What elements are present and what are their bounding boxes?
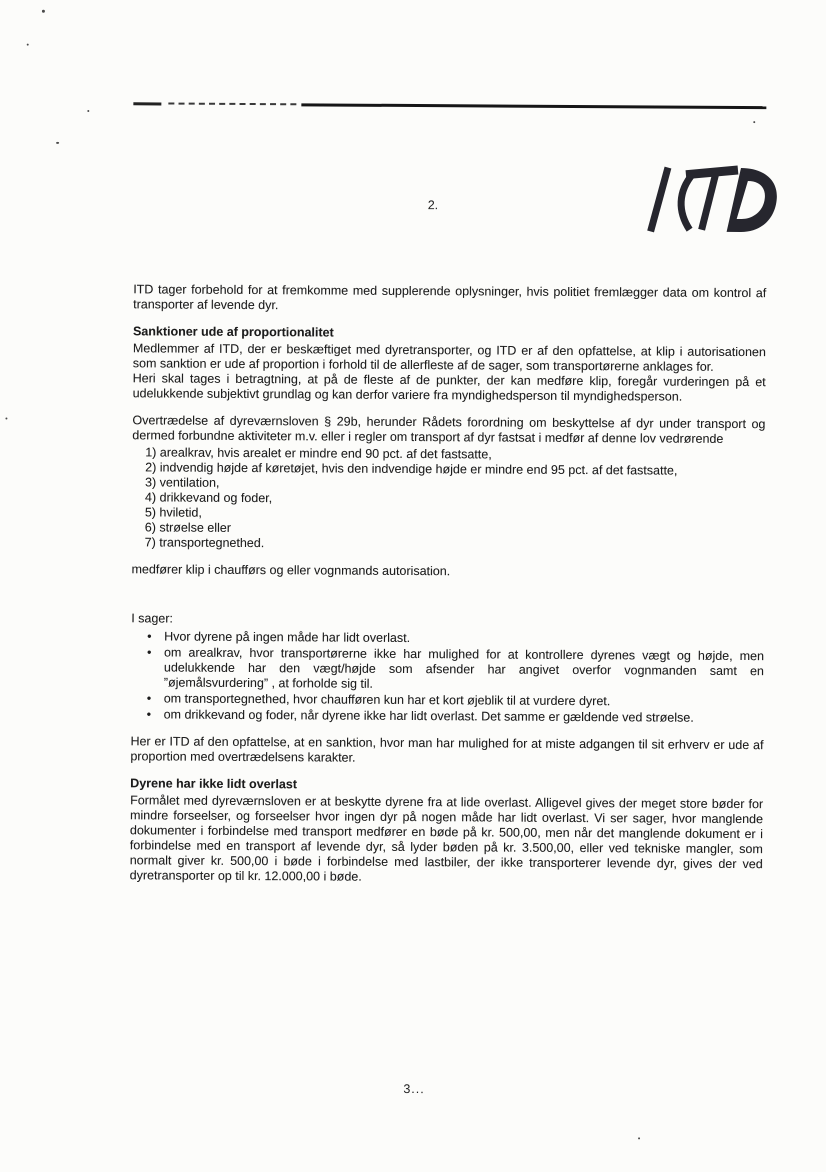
page-number-top: 2. bbox=[427, 198, 439, 213]
itd-logo bbox=[637, 159, 782, 240]
scan-speck bbox=[638, 1137, 640, 1139]
rule-dash-segment bbox=[133, 102, 161, 105]
scan-speck bbox=[5, 418, 7, 420]
scan-speck bbox=[87, 110, 89, 112]
top-horizontal-rule bbox=[133, 100, 766, 110]
numbered-item: 3) ventilation, bbox=[145, 475, 220, 490]
scan-speck bbox=[56, 142, 59, 144]
document-body bbox=[130, 282, 767, 887]
bullet-item: • om drikkevand og foder, når dyrene ikke har lidt overlast. Det samme er gældende ved strøelse. bbox=[131, 707, 764, 726]
bullet-item: • om arealkrav, hvor transportørerne ikke har mulighed for at kontrollere dyrenes vægt og højde, men udelukkende har den vægt/højde som afsender har angivet overfor vognmanden samt en ”øjemålsvurdering” , at forholde sig til. bbox=[131, 645, 764, 694]
numbered-item: 7) transportegnethed. bbox=[144, 535, 265, 551]
rule-solid-segment bbox=[301, 103, 766, 109]
section1-paragraph-1: Medlemmer af ITD, der er beskæftiget med dyretransporter, og ITD er af den opfattelse, at klip i autorisationen som sanktion er ude af proportion i forhold til de allerfleste af de sager, som transportørerne anklages for. bbox=[132, 341, 766, 374]
scan-speck bbox=[42, 10, 45, 13]
itd-logo-icon bbox=[637, 159, 782, 240]
sager-label: I sager: bbox=[131, 611, 173, 626]
section1-paragraph-2: Heri skal tages i betragtning, at på de fleste af de punkter, der kan medføre klip, foregår vurderingen på et udelukkende subjektivt grundlag og kan derfor variere fra myndighedsperson til myndighedsperson. bbox=[132, 371, 766, 404]
numbered-item: 5) hviletid, bbox=[144, 505, 202, 520]
after-list-line: medfører klip i chaufførs og eller vognmands autorisation. bbox=[131, 562, 451, 579]
bullet-list bbox=[131, 629, 765, 726]
page-number-bottom: 3... bbox=[403, 1081, 425, 1097]
rule-dashed-segment bbox=[168, 103, 296, 106]
section1-paragraph-3: Overtrædelse af dyreværnsloven § 29b, herunder Rådets forordning om beskyttelse af dyr under transport og dermed forbundne aktiviteter m.v. eller i regler om transport af dyr fastsat i medfør af denne lov vedrørende bbox=[132, 413, 766, 446]
numbered-item: 1) arealkrav, hvis arealet er mindre end 90 pct. af det fastsatte, bbox=[145, 445, 492, 462]
bullet-item: • Hvor dyrene på ingen måde har lidt overlast. bbox=[131, 629, 764, 648]
scan-speck bbox=[27, 44, 29, 46]
section2-heading: Dyrene har ikke lidt overlast bbox=[130, 776, 297, 792]
numbered-item: 6) strøelse eller bbox=[144, 520, 231, 535]
section1-closing: Her er ITD af den opfattelse, at en sanktion, hvor man har mulighed for at miste adgangen til sit erhverv er ude af proportion med overtrædelsens karakter. bbox=[130, 734, 764, 765]
section2-paragraph-1: Formålet med dyreværnsloven er at beskytte dyrene fra at lide overlast. Alligevel gives der meget store bøder for mindre forseelser, og forseelser hvor ingen dyr på nogen måde har lidt overlast. Vi ser sager, hvor manglende dokumenter i forbindelse med transport medfører en bøde på kr. 500,00, men når det manglende dokument er i forbindelse med en transport af levende dyr, så lyder bøden på kr. 3.500,00, eller ved tekniske mangler, som normalt giver kr. 500,00 i bøde i forbindelse med lastbiler, der ikke transporterer levende dyr, gives der ved dyretransporter op til kr. 12.000,00 i bøde. bbox=[129, 793, 764, 884]
numbered-item: 4) drikkevand og foder, bbox=[144, 490, 273, 506]
scan-speck bbox=[753, 121, 755, 123]
numbered-item: 2) indvendig højde af køretøjet, hvis den indvendige højde er mindre end 95 pct. af det fastsatte, bbox=[145, 460, 678, 478]
section1-heading: Sanktioner ude af proportionalitet bbox=[132, 324, 334, 340]
bullet-item: • om transportegnethed, hvor chaufføren kun har et kort øjeblik til at vurdere dyret. bbox=[131, 691, 764, 710]
numbered-list bbox=[132, 445, 766, 554]
intro-paragraph: ITD tager forbehold for at fremkomme med supplerende oplysninger, hvis politiet fremlægger data om kontrol af transporter af levende dyr. bbox=[133, 282, 767, 313]
